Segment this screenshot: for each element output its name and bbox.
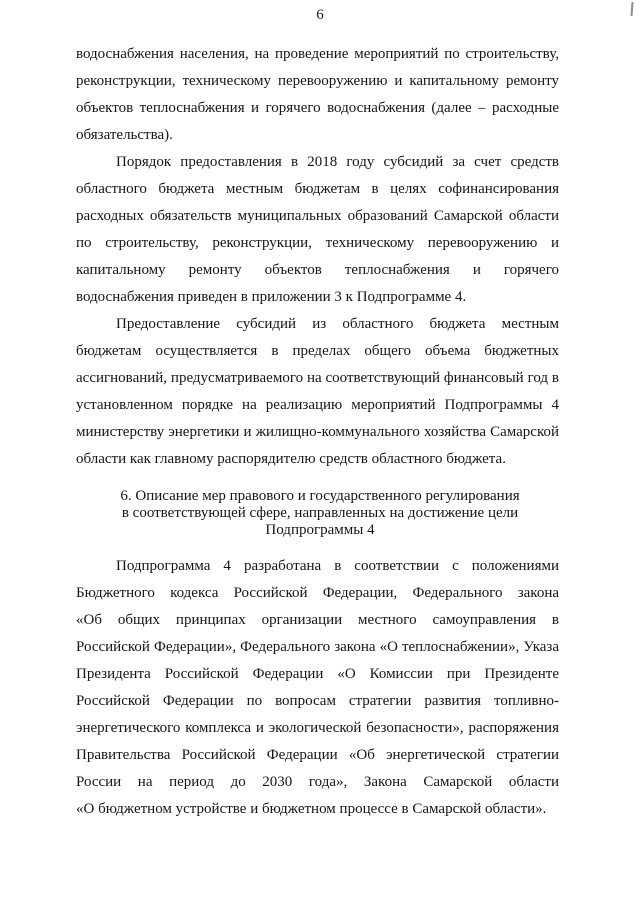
paragraph-4-line-4: Российской Федерации», Федерального закона «О теплоснабжении», Указа	[76, 639, 559, 655]
paragraph-2-line-5: капитальному ремонту объектов теплоснабжения и горячего	[76, 262, 559, 278]
paragraph-3-line-6: области как главному распорядителю средств областного бюджета.	[76, 451, 506, 467]
paragraph-4-line-7: энергетического комплекса и экологической безопасности», распоряжения	[76, 720, 559, 736]
page-number: 6	[316, 7, 324, 23]
paragraph-4-line-1: Подпрограмма 4 разработана в соответствии с положениями	[116, 558, 559, 574]
paragraph-2-line-6: водоснабжения приведен в приложении 3 к Подпрограмме 4.	[76, 289, 467, 305]
paragraph-4-line-6: Российской Федерации по вопросам стратегии развития топливно-	[76, 693, 559, 709]
paragraph-1-line-2: реконструкции, техническому перевооружению и капитальному ремонту	[76, 73, 559, 89]
paragraph-4-line-5: Президента Российской Федерации «О Комиссии при Президенте	[76, 666, 559, 682]
paragraph-4-line-3: «Об общих принципах организации местного самоуправления в	[76, 612, 559, 628]
paragraph-2-line-4: по строительству, реконструкции, техническому перевооружению и	[76, 235, 559, 251]
paragraph-1-line-3: объектов теплоснабжения и горячего водоснабжения (далее – расходные	[76, 100, 559, 116]
paragraph-3-line-3: ассигнований, предусматриваемого на соответствующий финансовый год в	[76, 370, 559, 386]
paragraph-2-line-3: расходных обязательств муниципальных образований Самарской области	[76, 208, 559, 224]
paragraph-4-line-8: Правительства Российской Федерации «Об энергетической стратегии	[76, 747, 559, 763]
paragraph-3-line-5: министерству энергетики и жилищно-коммунального хозяйства Самарской	[76, 424, 559, 440]
paragraph-1-line-1: водоснабжения населения, на проведение мероприятий по строительству,	[76, 46, 559, 62]
paragraph-2-line-2: областного бюджета местным бюджетам в целях софинансирования	[76, 181, 559, 197]
section-heading-line-1: 6. Описание мер правового и государственного регулирования	[120, 488, 520, 504]
section-heading-line-3: Подпрограммы 4	[265, 522, 375, 538]
paragraph-4-line-10: «О бюджетном устройстве и бюджетном процессе в Самарской области».	[76, 801, 547, 817]
paragraph-3-line-1: Предоставление субсидий из областного бюджета местным	[116, 316, 559, 332]
paragraph-3-line-4: установленном порядке на реализацию мероприятий Подпрограммы 4	[76, 397, 559, 413]
paragraph-1-line-4: обязательства).	[76, 127, 173, 143]
paragraph-4-line-2: Бюджетного кодекса Российской Федерации, Федерального закона	[76, 585, 559, 601]
section-heading-line-2: в соответствующей сфере, направленных на достижение цели	[121, 505, 519, 521]
paragraph-3-line-2: бюджетам осуществляется в пределах общего объема бюджетных	[76, 343, 559, 359]
paragraph-4-line-9: России на период до 2030 года», Закона Самарской области	[76, 774, 559, 790]
paragraph-2-line-1: Порядок предоставления в 2018 году субсидий за счет средств	[116, 154, 559, 170]
